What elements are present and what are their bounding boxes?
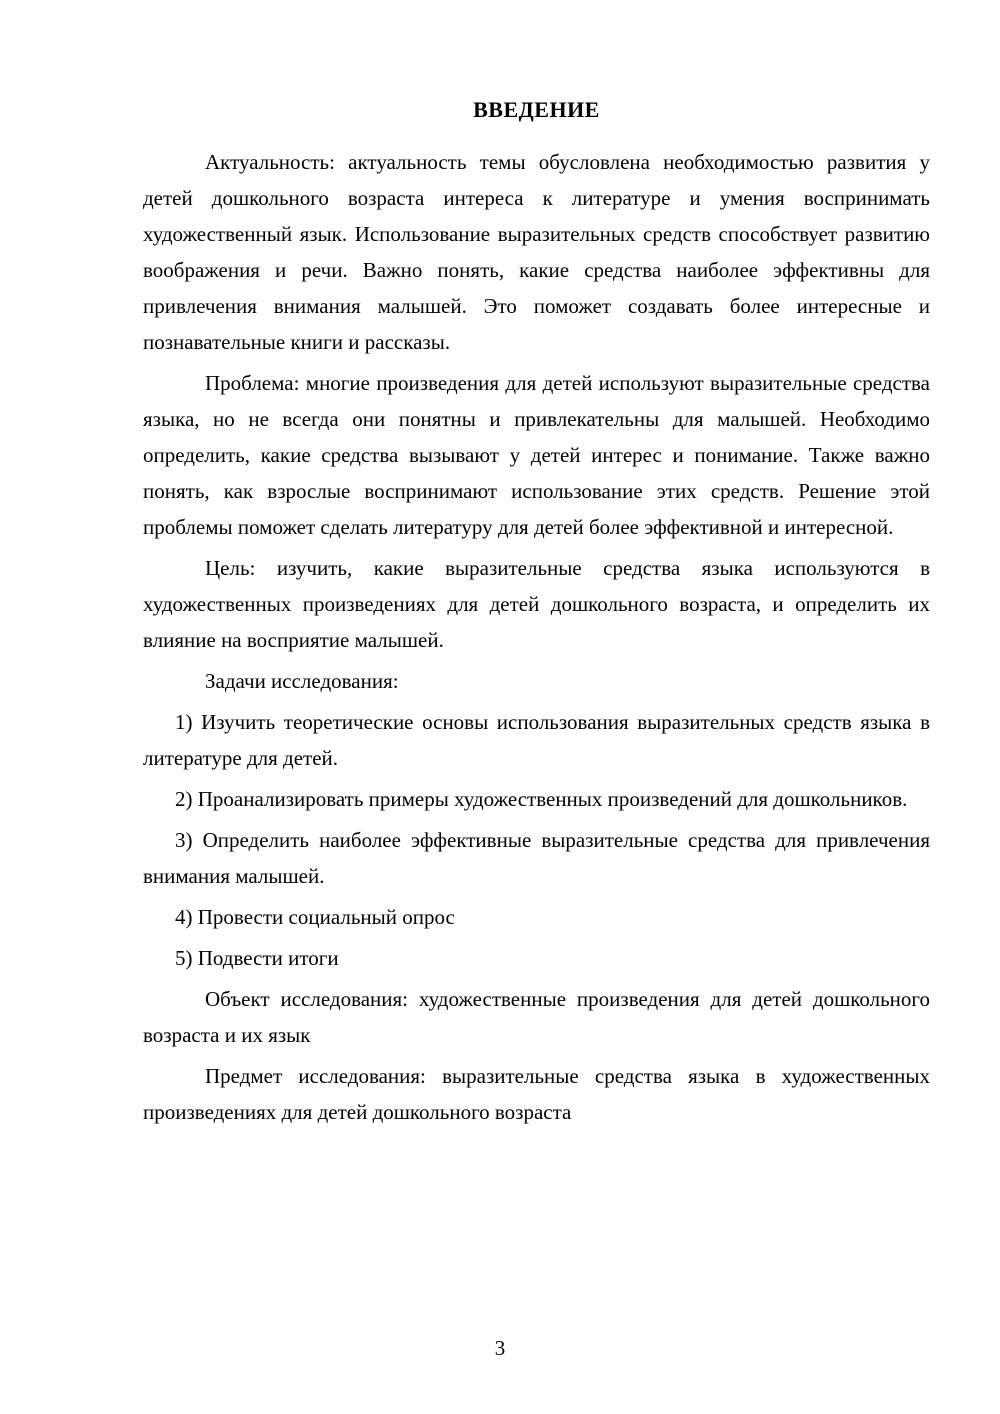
paragraph-problem: Проблема: многие произведения для детей используют выразительные средства языка, но не всегда они понятны и привлекательны для малышей. Необходимо определить, какие средства вызывают у детей интерес и понимание. Также важно понять, как взрослые воспринимают использование этих средств. Решение этой проблемы поможет сделать литературу для детей более эффективной и интересной. [143, 371, 930, 539]
paragraph-goal: Цель: изучить, какие выразительные средства языка используются в художественных произведениях для детей дошкольного возраста, и определить их влияние на восприятие малышей. [143, 556, 930, 652]
paragraph-object: Объект исследования: художественные произведения для детей дошкольного возраста и их язык [143, 987, 930, 1047]
list-item-3: 3) Определить наиболее эффективные выразительные средства для привлечения внимания малышей. [143, 828, 930, 888]
paragraph-relevance: Актуальность: актуальность темы обусловлена необходимостью развития у детей дошкольного возраста интереса к литературе и умения воспринимать художественный язык. Использование выразительных средств способствует развитию воображения и речи. Важно понять, какие средства наиболее эффективны для привлечения внимания малышей. Это поможет создавать более интересные и познавательные книги и рассказы. [143, 150, 930, 354]
page-title: ВВЕДЕНИЕ [473, 97, 600, 122]
list-item-1: 1) Изучить теоретические основы использования выразительных средств языка в литературе для детей. [143, 710, 930, 770]
list-item-2: 2) Проанализировать примеры художественных произведений для дошкольников. [175, 787, 908, 811]
paragraph-subject: Предмет исследования: выразительные средства языка в художественных произведениях для детей дошкольного возраста [143, 1064, 930, 1124]
list-item-4: 4) Провести социальный опрос [175, 905, 455, 929]
list-item-5: 5) Подвести итоги [175, 946, 339, 970]
page-number: 3 [494, 1336, 506, 1360]
paragraph-tasks-heading: Задачи исследования: [205, 669, 399, 693]
